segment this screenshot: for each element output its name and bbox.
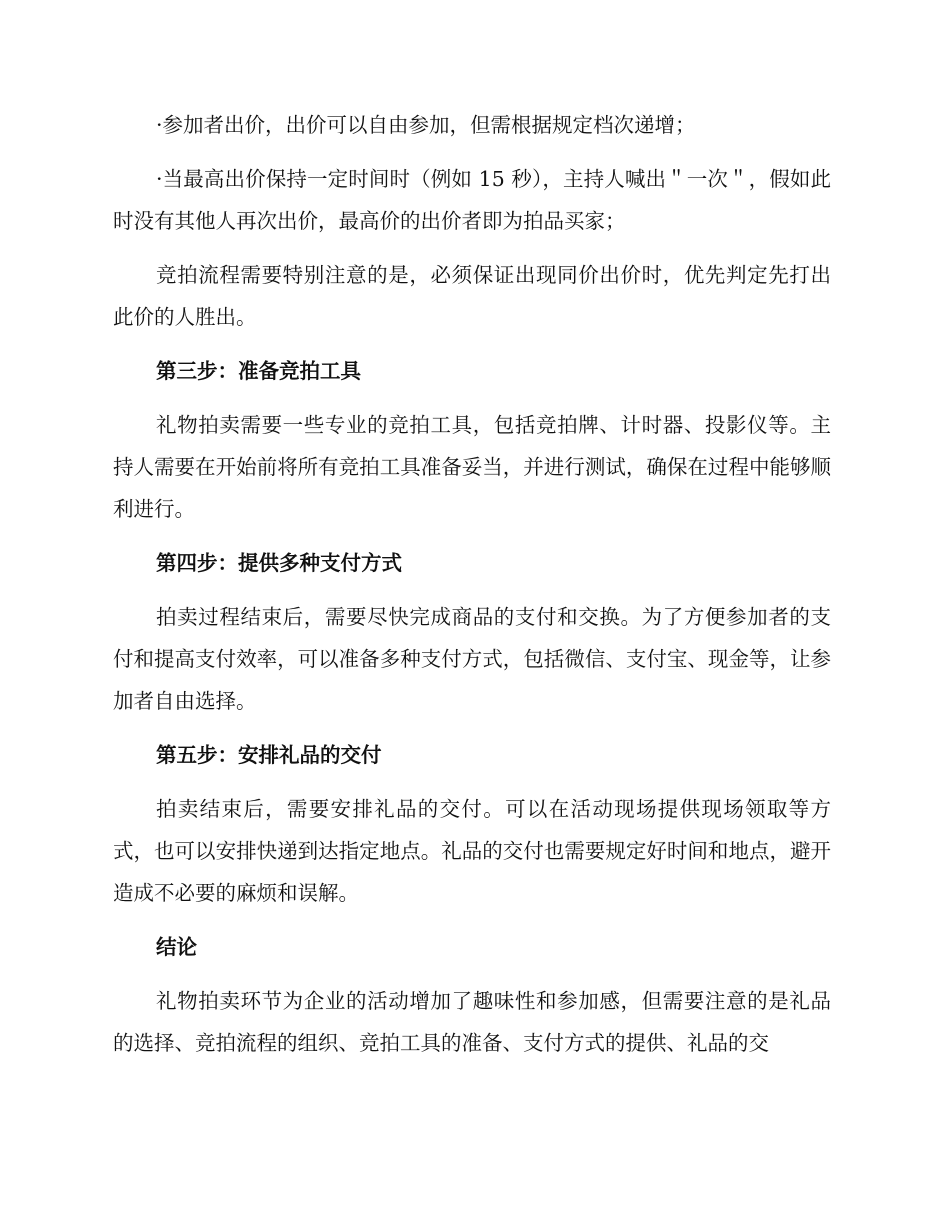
bullet-paragraph-bidding: ·参加者出价，出价可以自由参加，但需根据规定档次递增；	[156, 113, 696, 137]
heading-step-three: 第三步：准备竞拍工具	[156, 359, 361, 383]
paragraph-payment-methods: 拍卖过程结束后，需要尽快完成商品的支付和交换。为了方便参加者的支付和提高支付效率，可以准备多种支付方式，包括微信、支付宝、现金等，让参加者自由选择。	[113, 605, 831, 713]
heading-conclusion: 结论	[156, 935, 197, 959]
paragraph-conclusion: 礼物拍卖环节为企业的活动增加了趣味性和参加感，但需要注意的是礼品的选择、竞拍流程的组织、竞拍工具的准备、支付方式的提供、礼品的交	[113, 989, 831, 1055]
paragraph-bidding-note: 竞拍流程需要特别注意的是，必须保证出现同价出价时，优先判定先打出此价的人胜出。	[113, 263, 831, 329]
paragraph-auction-tools: 礼物拍卖需要一些专业的竞拍工具，包括竞拍牌、计时器、投影仪等。主持人需要在开始前将所有竞拍工具准备妥当，并进行测试，确保在过程中能够顺利进行。	[113, 413, 831, 521]
bullet-paragraph-highest-bid: ·当最高出价保持一定时间时（例如 15 秒），主持人喊出＂一次＂，假如此时没有其他人再次出价，最高价的出价者即为拍品买家；	[113, 167, 831, 233]
heading-step-five: 第五步：安排礼品的交付	[156, 743, 382, 767]
document-page	[113, 104, 831, 1076]
paragraph-gift-delivery: 拍卖结束后，需要安排礼品的交付。可以在活动现场提供现场领取等方式，也可以安排快递到达指定地点。礼品的交付也需要规定好时间和地点，避开造成不必要的麻烦和误解。	[113, 797, 831, 905]
heading-step-four: 第四步：提供多种支付方式	[156, 551, 402, 575]
